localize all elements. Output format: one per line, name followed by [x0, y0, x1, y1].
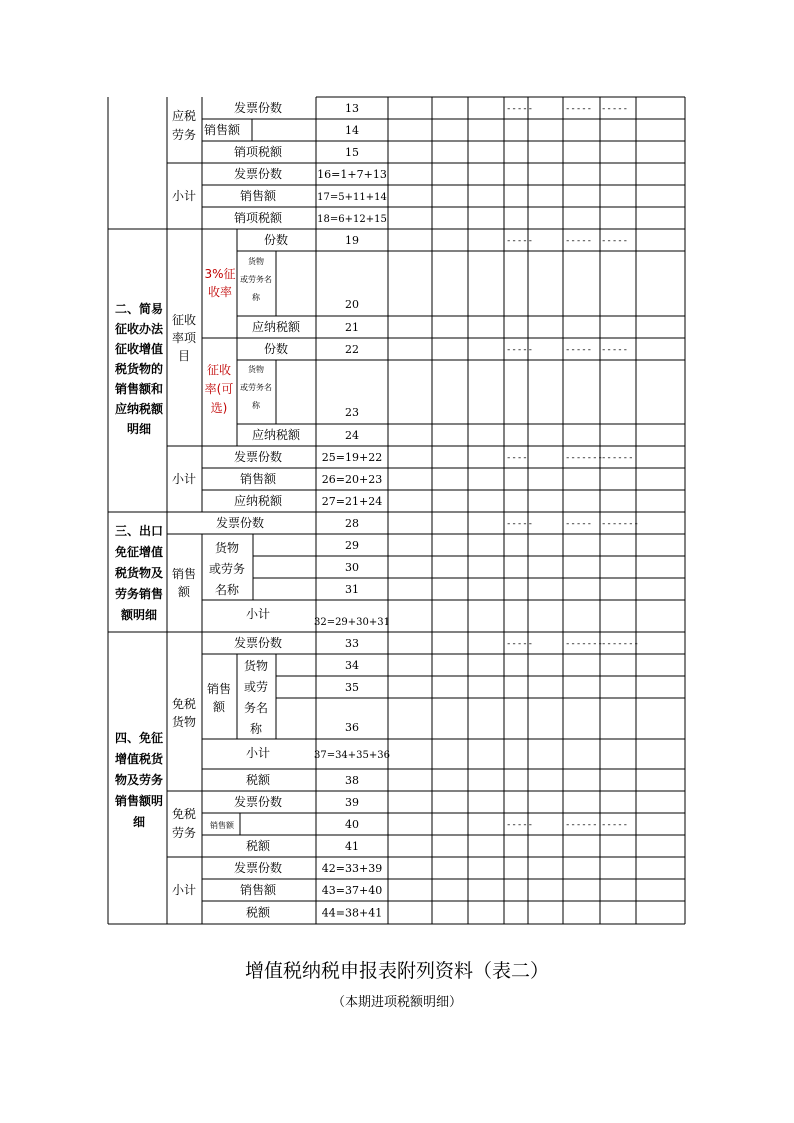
row-number: 21: [345, 321, 359, 334]
row-label: 发票份数: [233, 167, 283, 181]
row-number: 44=38+41: [321, 906, 383, 920]
dash-placeholder: -------: [601, 639, 639, 649]
rate3-label: 收率: [207, 285, 233, 299]
dash-placeholder: ------: [565, 820, 598, 830]
row-number: 43=37+40: [321, 884, 383, 897]
section2-label: 税货物的: [114, 362, 164, 376]
row-number: 39: [345, 796, 359, 809]
rate-optional-label: 选): [210, 401, 228, 415]
goods-name-label: 称: [249, 722, 263, 736]
dash-placeholder: -----: [601, 345, 629, 355]
tax-free-goods-label: 免税: [171, 697, 197, 711]
row-label: 份数: [263, 342, 289, 356]
subtotal-label: 小计: [171, 883, 197, 897]
row-label: 应纳税额: [233, 494, 283, 508]
row-number: 38: [345, 774, 359, 787]
row-number: 37=34+35+36: [313, 750, 391, 761]
row-label: 销售额: [239, 472, 277, 486]
section4-label: 四、免征: [114, 731, 164, 745]
dash-placeholder: -------: [565, 639, 603, 649]
row-label: 发票份数: [233, 450, 283, 464]
section2-label: 明细: [126, 422, 152, 436]
row-label: 发票份数: [233, 861, 283, 875]
section2-label: 二、简易: [114, 302, 164, 316]
row-number: 13: [345, 102, 359, 115]
labor-part-label: 应税: [171, 109, 197, 123]
row-number: 41: [345, 840, 359, 853]
row-number: 24: [345, 429, 359, 442]
row-number: 23: [345, 406, 359, 419]
row-label: 销售额: [210, 821, 234, 830]
row-number: 22: [345, 343, 359, 356]
dash-placeholder: -----: [506, 820, 534, 830]
sales-label: 销售: [171, 567, 197, 581]
dash-placeholder: -------: [601, 519, 639, 529]
goods-name-small-label: 货物: [248, 257, 264, 266]
collect-rate-item-label: 目: [177, 349, 191, 363]
dash-placeholder: ------: [601, 453, 634, 463]
row-label: 发票份数: [215, 516, 265, 530]
dash-placeholder: -----: [601, 820, 629, 830]
row-number: 16=1+7+13: [317, 168, 387, 181]
row-number: 17=5+11+14: [317, 192, 387, 203]
row-number: 32=29+30+31: [313, 617, 391, 628]
row-number: 34: [345, 659, 359, 672]
row-label: 销售额: [203, 123, 241, 137]
dash-placeholder: -----: [506, 345, 534, 355]
section3-label: 三、出口: [114, 524, 164, 538]
row-label: 销项税额: [233, 211, 283, 225]
goods-name-label: 名称: [214, 583, 240, 597]
document-title: 增值税纳税申报表附列资料（表二）: [244, 960, 549, 982]
tax-free-labor-label: 劳务: [171, 826, 197, 840]
row-label: 应纳税额: [251, 320, 301, 334]
dash-placeholder: ----: [506, 453, 528, 463]
rate3-label: 3%征: [204, 267, 236, 281]
row-number: 26=20+23: [321, 473, 383, 486]
labor-part-label: 劳务: [171, 128, 197, 142]
sales-label: 销售: [206, 682, 232, 696]
rate-optional-label: 率(可: [204, 382, 234, 396]
row-number: 27=21+24: [321, 495, 383, 508]
row-number: 31: [345, 583, 359, 596]
dash-placeholder: -----: [565, 519, 593, 529]
dash-placeholder: -----: [565, 345, 593, 355]
row-label: 销售额: [239, 883, 277, 897]
section2-label: 征收办法: [114, 322, 164, 336]
goods-name-label: 货物: [243, 659, 269, 673]
section3-label: 免征增值: [114, 545, 164, 559]
subtotal-label: 小计: [171, 189, 197, 203]
dash-placeholder: -----: [601, 104, 629, 114]
tax-free-labor-label: 免税: [171, 807, 197, 821]
row-number: 30: [345, 561, 359, 574]
section4-label: 细: [132, 815, 146, 829]
goods-name-small-label: 或劳务名: [240, 275, 272, 284]
section4-label: 物及劳务: [114, 773, 164, 787]
row-label: 税额: [245, 773, 271, 787]
row-label: 销项税额: [233, 145, 283, 159]
document-subtitle: （本期进项税额明细）: [331, 995, 462, 1010]
goods-name-label: 货物: [214, 541, 240, 555]
section3-label: 额明细: [120, 608, 158, 622]
goods-name-label: 或劳: [243, 680, 269, 694]
dash-placeholder: -------: [565, 453, 603, 463]
sales-label: 额: [212, 700, 226, 714]
row-number: 33: [345, 637, 359, 650]
row-number: 40: [345, 818, 359, 831]
row-number: 18=6+12+15: [317, 214, 387, 225]
row-label: 发票份数: [233, 101, 283, 115]
row-number: 20: [345, 298, 359, 311]
section2-label: 销售额和: [114, 382, 164, 396]
goods-name-label: 务名: [243, 701, 269, 715]
tax-free-goods-label: 货物: [171, 715, 197, 729]
row-label: 份数: [263, 233, 289, 247]
dash-placeholder: -----: [506, 519, 534, 529]
goods-name-small-label: 称: [252, 401, 260, 410]
dash-placeholder: -----: [506, 639, 534, 649]
section2-label: 应纳税额: [114, 402, 164, 416]
collect-rate-item-label: 征收: [171, 313, 197, 327]
row-number: 28: [345, 517, 359, 530]
row-label: 税额: [245, 839, 271, 853]
dash-placeholder: -----: [506, 236, 534, 246]
row-label: 销售额: [239, 189, 277, 203]
rate-optional-label: 征收: [206, 363, 232, 377]
goods-name-small-label: 称: [252, 293, 260, 302]
goods-name-label: 或劳务: [208, 562, 246, 576]
row-label: 小计: [245, 607, 271, 621]
section4-label: 销售额明: [114, 794, 164, 808]
row-label: 税额: [245, 905, 271, 920]
section3-label: 税货物及: [114, 566, 164, 580]
row-number: 29: [345, 539, 359, 552]
dash-placeholder: -----: [565, 236, 593, 246]
row-label: 小计: [245, 746, 271, 760]
row-number: 25=19+22: [321, 451, 383, 464]
sales-label: 额: [177, 585, 191, 599]
row-label: 应纳税额: [251, 428, 301, 442]
row-number: 14: [345, 124, 359, 137]
row-number: 36: [345, 721, 359, 734]
section3-label: 劳务销售: [114, 587, 164, 601]
subtotal-label: 小计: [171, 472, 197, 486]
dash-placeholder: -----: [506, 104, 534, 114]
row-label: 发票份数: [233, 795, 283, 809]
goods-name-small-label: 或劳务名: [240, 383, 272, 392]
goods-name-small-label: 货物: [248, 365, 264, 374]
section2-label: 征收增值: [114, 342, 164, 356]
collect-rate-item-label: 率项: [171, 331, 197, 345]
row-number: 19: [345, 234, 359, 247]
section4-label: 增值税货: [114, 752, 164, 766]
dash-placeholder: -----: [601, 236, 629, 246]
row-number: 15: [345, 146, 359, 159]
row-number: 42=33+39: [321, 862, 383, 875]
row-label: 发票份数: [233, 636, 283, 650]
dash-placeholder: -----: [565, 104, 593, 114]
row-number: 35: [345, 681, 359, 694]
